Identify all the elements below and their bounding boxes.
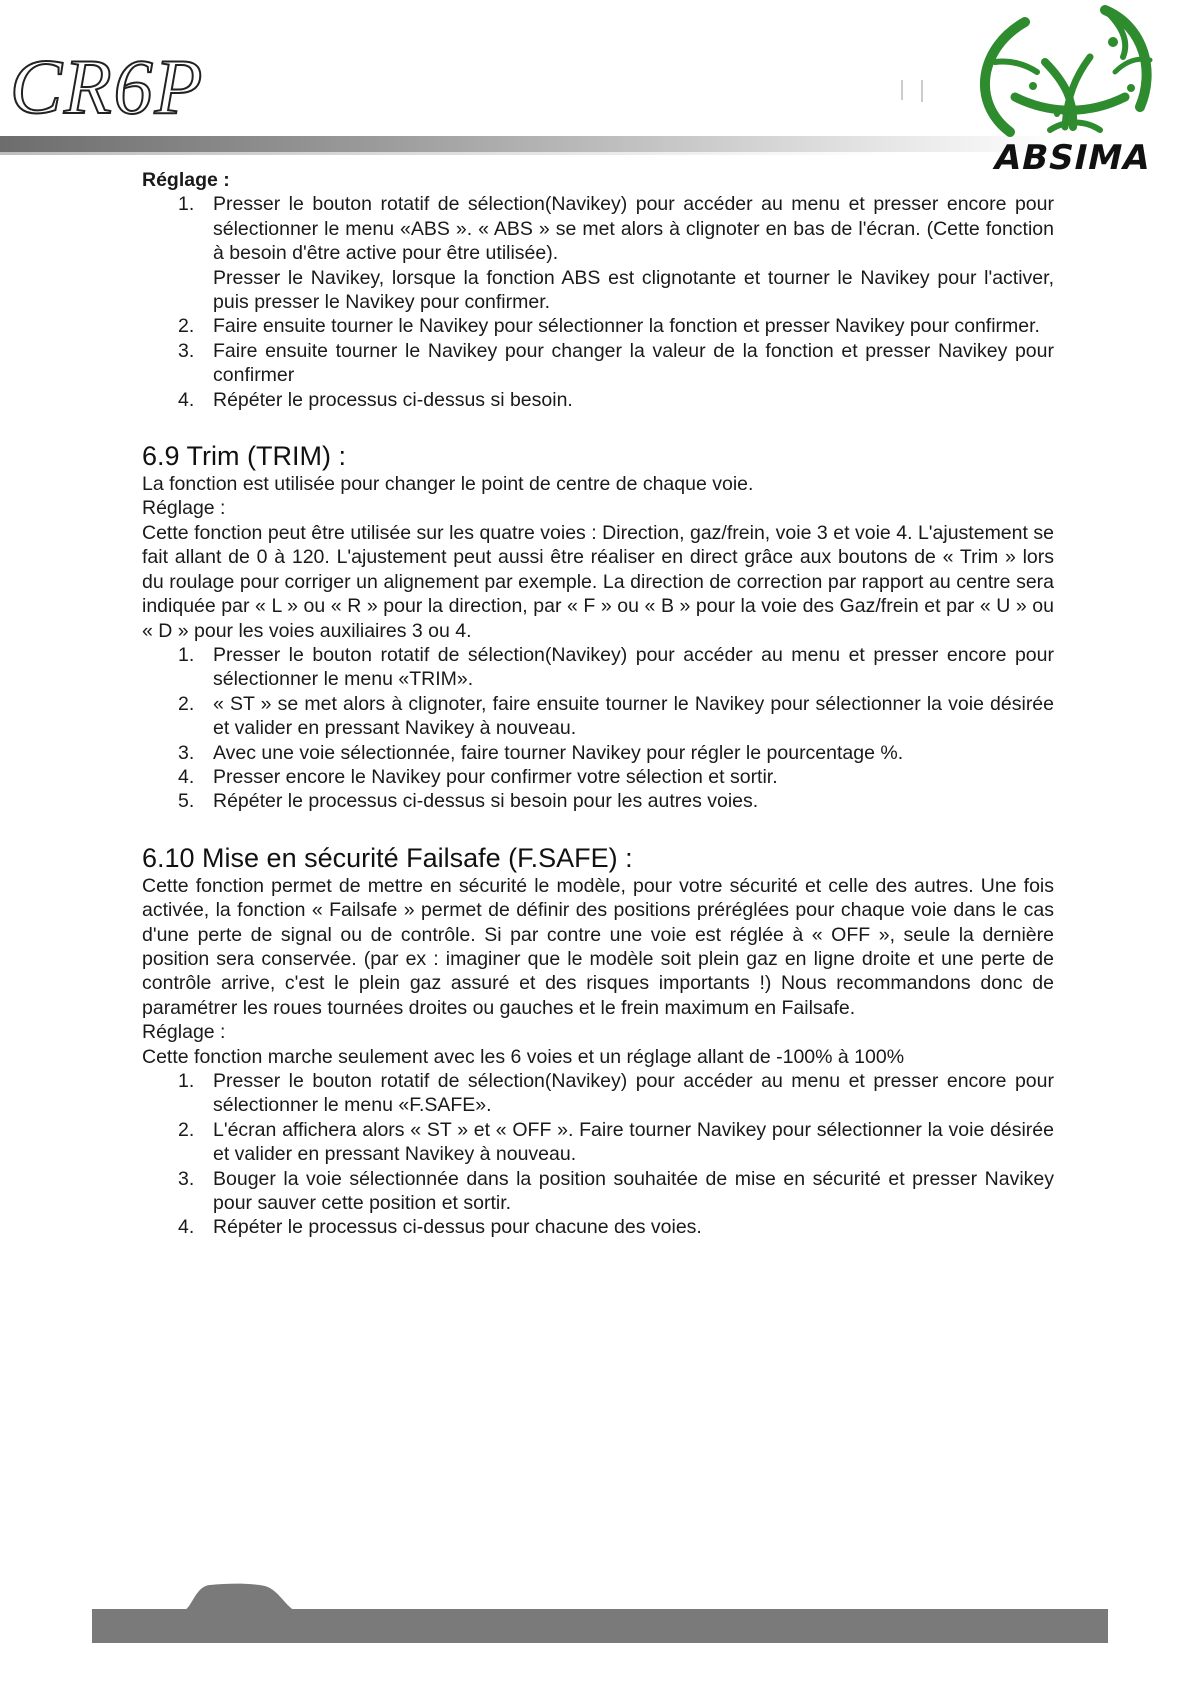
list-item xyxy=(142,1167,1054,1216)
list-text: Presser le bouton rotatif de sélection(Navikey) pour accéder au menu et presser encore pour sélectionner le menu «ABS ». « ABS » se met alors à clignoter en bas de l'écran. (Cette fonction à besoin d'être active pour être utilisée). xyxy=(213,193,1054,265)
list-number: 3. xyxy=(178,1167,195,1190)
list-item xyxy=(142,339,1054,388)
trim-setting-text: Cette fonction peut être utilisée sur les quatre voies : Direction, gaz/frein, voie 3 et voie 4. L'ajustement se fait allant de 0 à 120. L'ajustement peut aussi être réaliser en direct grâce aux boutons de « Trim » lors du roulage pour corriger un alignement par exemple. La direction de correction par rapport au centre sera indiquée par « L » ou « R » pour la direction, par « F » ou « B » pour la voie des Gaz/frein et par « U » ou « D » pour les voies auxiliaires 3 ou 4. xyxy=(142,521,1054,642)
list-number: 1. xyxy=(178,193,195,216)
trim-section-heading: 6.9 Trim (TRIM) : xyxy=(142,441,346,472)
list-text: Répéter le processus ci-dessus si besoin pour les autres voies. xyxy=(213,790,759,813)
list-number: 2. xyxy=(178,1118,195,1141)
header-rule xyxy=(0,136,1060,152)
failsafe-intro: Cette fonction permet de mettre en sécurité le modèle, pour votre sécurité et celle des autres. Une fois activée, la fonction « Failsafe » permet de définir des positions préréglées pour chaque voie dans le cas d'une perte de signal ou de contrôle. Si par contre une voie est réglée à « OFF », seule la dernière position sera conservée. (par ex : imaginer que le modèle soit plein gaz en ligne droite et une perte de contrôle arrive, c'est le plein gaz assuré et des risques importants !) Nous recommandons donc de paramétrer les roues tournées droites ou gauches et le frein maximum en Failsafe. xyxy=(142,874,1054,1019)
failsafe-section-heading: 6.10 Mise en sécurité Failsafe (F.SAFE) : xyxy=(142,842,633,873)
list-item xyxy=(142,643,1054,692)
list-text: Presser le bouton rotatif de sélection(Navikey) pour accéder au menu et presser encore pour sélectionner le menu «F.SAFE». xyxy=(213,1070,1054,1117)
list-text-extra: Presser le Navikey, lorsque la fonction ABS est clignotante et tourner le Navikey pour l'activer, puis presser le Navikey pour confirmer. xyxy=(213,266,1054,314)
list-text: L'écran affichera alors « ST » et « OFF ». Faire tourner Navikey pour sélectionner la voie désirée et valider en pressant Navikey à nouveau. xyxy=(213,1118,1054,1166)
abs-setting-label: Réglage : xyxy=(142,169,230,191)
list-number: 3. xyxy=(178,741,195,764)
list-number: 4. xyxy=(178,1216,195,1239)
list-text: Faire ensuite tourner le Navikey pour changer la valeur de la fonction et presser Navikey pour confirmer xyxy=(213,339,1054,387)
list-text: Répéter le processus ci-dessus pour chacune des voies. xyxy=(213,1216,702,1239)
list-item xyxy=(142,314,1054,338)
list-text: Répéter le processus ci-dessus si besoin. xyxy=(213,388,573,411)
list-text: « ST » se met alors à clignoter, faire ensuite tourner le Navikey pour sélectionner la voie désirée et valider en pressant Navikey à nouveau. xyxy=(213,692,1054,740)
list-text: Avec une voie sélectionnée, faire tourner Navikey pour régler le pourcentage %. xyxy=(213,741,904,764)
document-body xyxy=(142,168,1054,1240)
header-tick-marks xyxy=(898,78,928,104)
absima-wordmark: ABSIMA xyxy=(990,138,1155,178)
list-number: 5. xyxy=(178,790,195,813)
list-item xyxy=(142,1069,1054,1118)
footer-tab-shape xyxy=(180,1582,300,1612)
trim-setting-label: Réglage : xyxy=(142,497,226,520)
list-number: 1. xyxy=(178,643,195,666)
abs-steps-list xyxy=(142,192,1054,412)
list-number: 2. xyxy=(178,315,195,338)
list-item xyxy=(142,388,1054,412)
list-text: Presser encore le Navikey pour confirmer votre sélection et sortir. xyxy=(213,765,778,788)
trim-intro: La fonction est utilisée pour changer le point de centre de chaque voie. xyxy=(142,473,754,496)
failsafe-steps-list xyxy=(142,1069,1054,1240)
list-number: 1. xyxy=(178,1070,195,1092)
trim-steps-list xyxy=(142,643,1054,814)
failsafe-setting-label: Réglage : xyxy=(142,1021,226,1044)
footer-bar xyxy=(92,1609,1108,1643)
list-text: Bouger la voie sélectionnée dans la position souhaitée de mise en sécurité et presser Navikey pour sauver cette position et sortir. xyxy=(213,1167,1054,1215)
cr6p-logo: CR6P xyxy=(10,43,205,130)
list-number: 4. xyxy=(178,388,195,411)
list-item xyxy=(142,692,1054,741)
list-item xyxy=(142,741,1054,765)
list-number: 3. xyxy=(178,339,195,362)
list-item xyxy=(142,192,1054,314)
list-text: Presser le bouton rotatif de sélection(Navikey) pour accéder au menu et presser encore pour sélectionner le menu «TRIM». xyxy=(213,643,1054,691)
failsafe-setting-text: Cette fonction marche seulement avec les 6 voies et un réglage allant de -100% à 100% xyxy=(142,1045,905,1068)
header-rule-shadow xyxy=(0,152,900,155)
list-item xyxy=(142,765,1054,789)
list-item xyxy=(142,1215,1054,1239)
list-number: 2. xyxy=(178,692,195,715)
list-item xyxy=(142,1118,1054,1167)
list-number: 4. xyxy=(178,765,195,788)
list-item xyxy=(142,789,1054,813)
list-text: Faire ensuite tourner le Navikey pour sélectionner la fonction et presser Navikey pour confirmer. xyxy=(213,315,1040,338)
